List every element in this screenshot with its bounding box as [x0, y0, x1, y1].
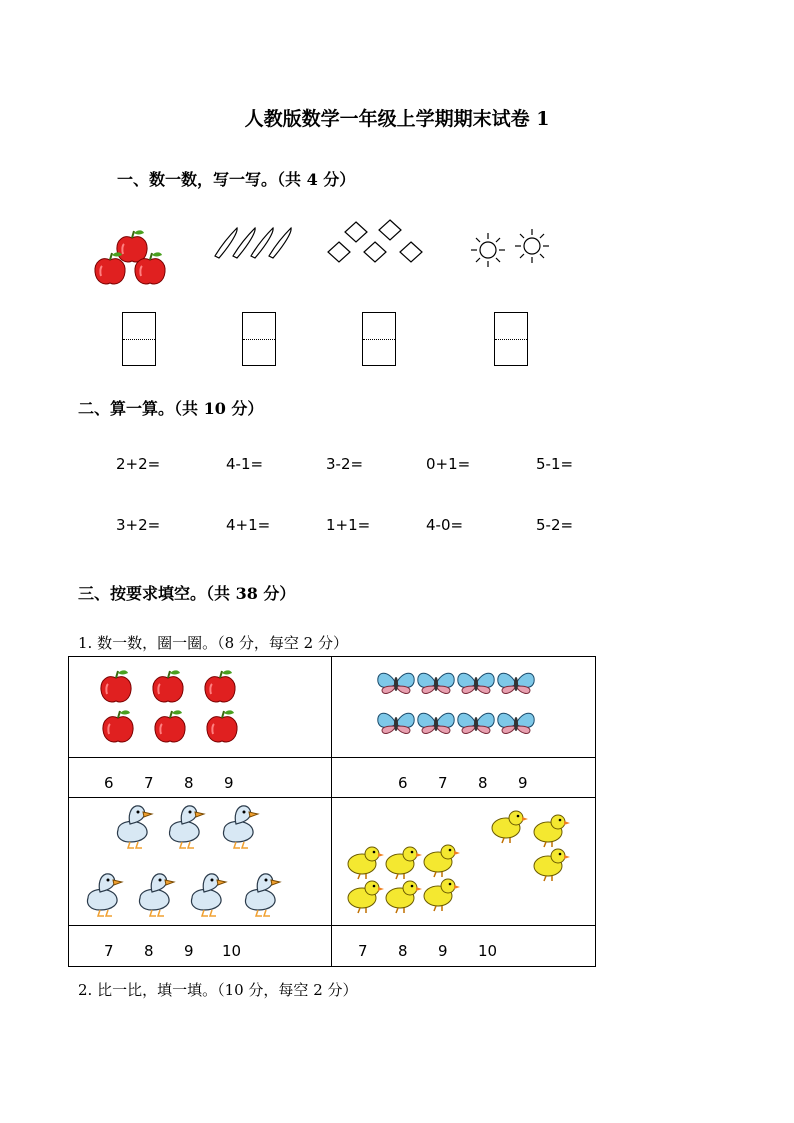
duck-icon — [118, 806, 153, 848]
apple-icon — [155, 710, 185, 742]
question-1: 1. 数一数，圈一圈。（8 分，每空 2 分） — [78, 634, 348, 652]
section2-heading: 二、算一算。（共 10 分） — [78, 399, 264, 418]
question-2: 2. 比一比，填一填。（10 分，每空 2 分） — [78, 981, 358, 999]
sun-group — [468, 230, 558, 270]
count-option[interactable]: 9 — [224, 774, 234, 792]
diamond-icon — [345, 222, 367, 242]
chick-icon — [424, 879, 460, 911]
butterfly-icon — [458, 713, 494, 733]
count-option[interactable]: 7 — [438, 774, 448, 792]
butterfly-icon — [418, 673, 454, 693]
answer-box[interactable] — [242, 312, 276, 366]
duck-icon — [192, 874, 227, 916]
apple-group — [90, 226, 170, 290]
count-option[interactable]: 7 — [104, 942, 114, 960]
equation: 4-1= — [226, 455, 264, 473]
section1-heading: 一、数一数，写一写。（共 4 分） — [117, 170, 356, 189]
duck-icon — [170, 806, 205, 848]
apple-icon — [153, 670, 183, 702]
page-title: 人教版数学一年级上学期期末试卷 1 — [244, 108, 550, 130]
equation: 5-1= — [536, 455, 574, 473]
count-option[interactable]: 8 — [144, 942, 154, 960]
butterfly-icon — [498, 713, 534, 733]
chick-icon — [492, 811, 528, 843]
counting-table — [68, 656, 596, 967]
sun-icon — [471, 233, 505, 267]
diamond-icon — [400, 242, 422, 262]
chick-icon — [386, 847, 422, 879]
equation: 3+2= — [116, 516, 161, 534]
butterfly-icon — [418, 713, 454, 733]
answer-box[interactable] — [362, 312, 396, 366]
count-option[interactable]: 8 — [184, 774, 194, 792]
chick-cell — [340, 800, 580, 924]
equation: 5-2= — [536, 516, 574, 534]
equation: 4-0= — [426, 516, 464, 534]
butterfly-cell — [376, 666, 546, 746]
chick-icon — [348, 881, 384, 913]
count-option[interactable]: 6 — [398, 774, 408, 792]
apple-icon — [205, 670, 235, 702]
chick-icon — [534, 849, 570, 881]
apple-icon — [207, 710, 237, 742]
equation: 4+1= — [226, 516, 271, 534]
diamond-group — [326, 218, 426, 266]
chick-icon — [534, 815, 570, 847]
equation: 3-2= — [326, 455, 364, 473]
chick-icon — [386, 881, 422, 913]
section3-heading: 三、按要求填空。（共 38 分） — [78, 584, 296, 603]
apple-icon — [117, 230, 147, 262]
equation: 0+1= — [426, 455, 471, 473]
equation: 2+2= — [116, 455, 161, 473]
count-option[interactable]: 10 — [222, 942, 242, 960]
answer-box[interactable] — [494, 312, 528, 366]
banana-icon — [215, 228, 237, 258]
chick-icon — [348, 847, 384, 879]
diamond-icon — [328, 242, 350, 262]
apple-cell — [96, 666, 246, 746]
count-option[interactable]: 8 — [478, 774, 488, 792]
count-option[interactable]: 10 — [478, 942, 498, 960]
count-option[interactable]: 7 — [144, 774, 154, 792]
count-option[interactable]: 9 — [518, 774, 528, 792]
duck-icon — [88, 874, 123, 916]
count-option[interactable]: 7 — [358, 942, 368, 960]
chick-icon — [424, 845, 460, 877]
count-option[interactable]: 6 — [104, 774, 114, 792]
duck-icon — [140, 874, 175, 916]
equation: 1+1= — [326, 516, 371, 534]
diamond-icon — [364, 242, 386, 262]
diamond-icon — [379, 220, 401, 240]
butterfly-icon — [378, 673, 414, 693]
count-option[interactable]: 9 — [438, 942, 448, 960]
apple-icon — [103, 710, 133, 742]
duck-icon — [246, 874, 281, 916]
duck-icon — [224, 806, 259, 848]
butterfly-icon — [498, 673, 534, 693]
sun-icon — [515, 229, 549, 263]
butterfly-icon — [378, 713, 414, 733]
butterfly-icon — [458, 673, 494, 693]
count-option[interactable]: 8 — [398, 942, 408, 960]
count-option[interactable]: 9 — [184, 942, 194, 960]
banana-group — [205, 222, 295, 262]
answer-box[interactable] — [122, 312, 156, 366]
duck-cell — [80, 800, 300, 924]
apple-icon — [101, 670, 131, 702]
